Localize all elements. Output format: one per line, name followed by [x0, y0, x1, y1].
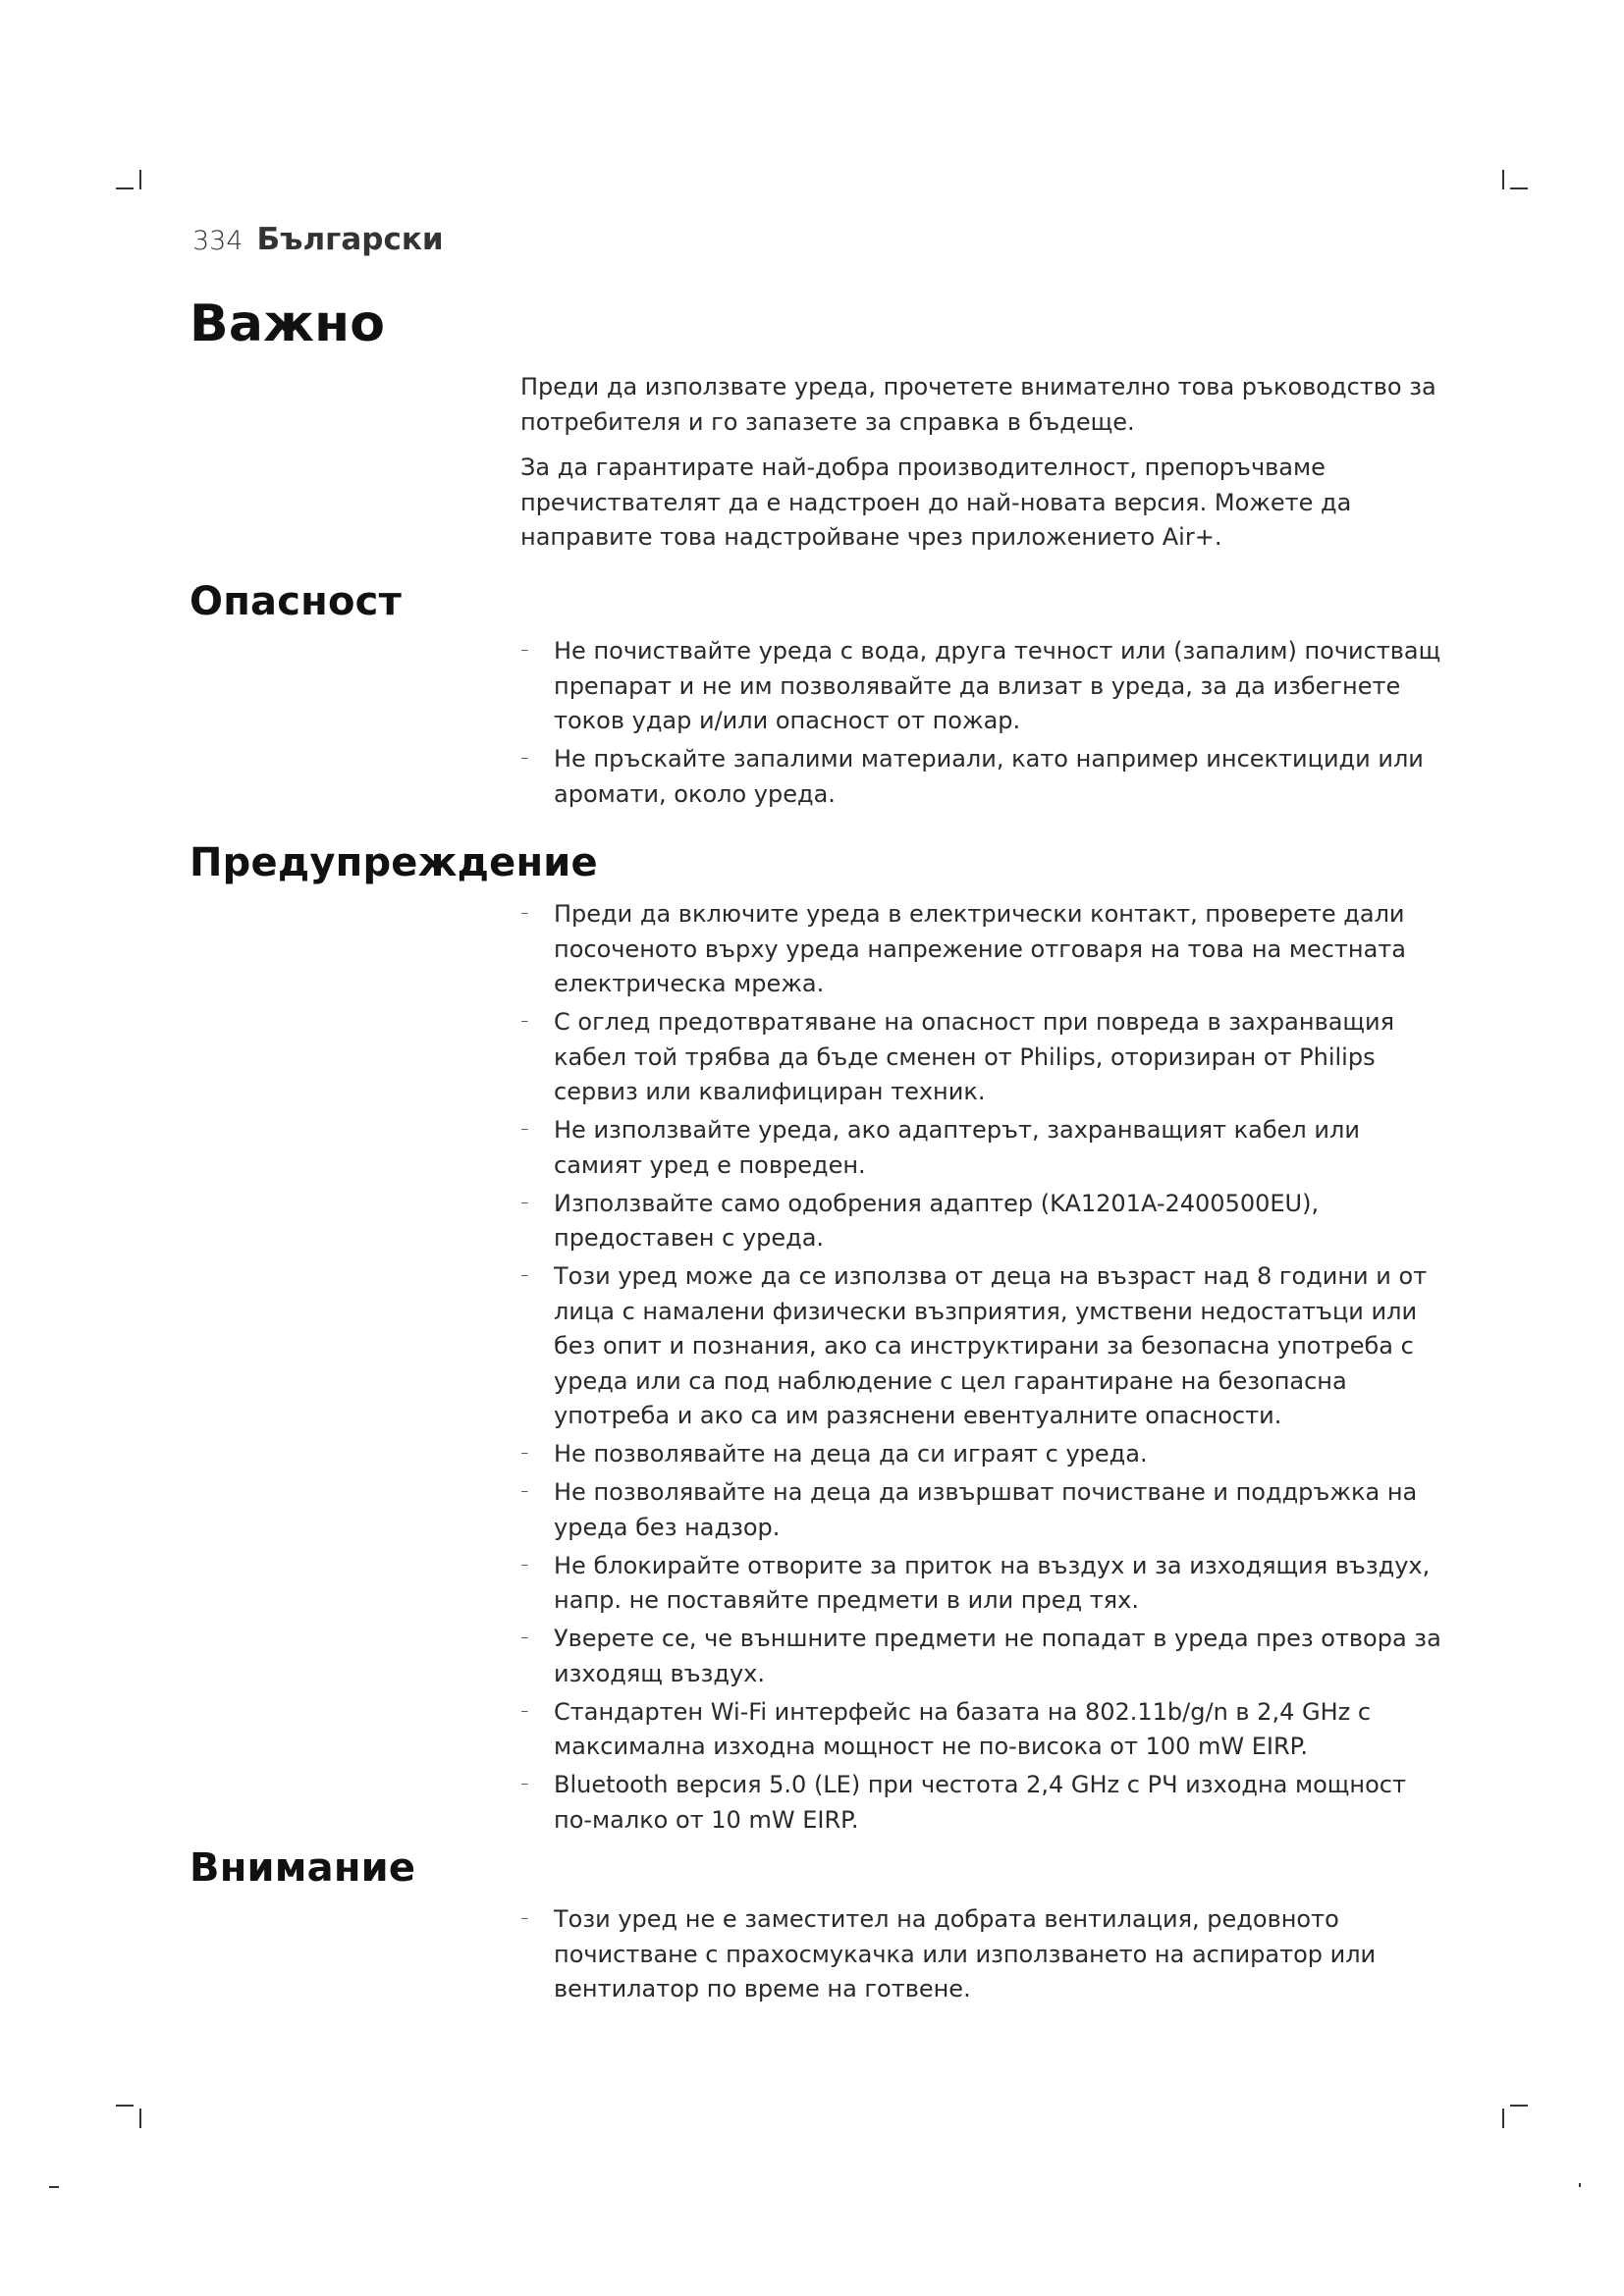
language-label: Български: [256, 222, 444, 257]
list-item: - Не пръскайте запалими материали, като например инсектициди или аромати, около уреда.: [520, 742, 1448, 812]
list-item: - С оглед предотвратяване на опасност при повреда в захранващия кабел той трябва да бъде сменен от Philips, оторизиран от Philips сервиз или квалифициран техник.: [520, 1005, 1448, 1110]
crop-mark: [116, 2105, 134, 2107]
danger-list: [520, 634, 1448, 812]
list-item: - Стандартен Wi-Fi интерфейс на базата на 802.11b/g/n в 2,4 GHz с максимална изходна мощност не по-висока от 100 mW EIRP.: [520, 1695, 1448, 1765]
list-item: - Не почиствайте уреда с вода, друга течност или (запалим) почистващ препарат и не им позволявайте да влизат в уреда, за да избегнете токов удар и/или опасност от пожар.: [520, 634, 1448, 739]
list-item: - Bluetooth версия 5.0 (LE) при честота 2,4 GHz с РЧ изходна мощност по-малко от 10 mW EIRP.: [520, 1768, 1448, 1838]
list-item: - Преди да включите уреда в електрически контакт, проверете дали посоченото върху уреда напрежение отговаря на това на местната електрическа мрежа.: [520, 897, 1448, 1002]
warning-body: [520, 897, 1448, 1842]
crop-mark: [1502, 170, 1504, 189]
list-item: - Уверете се, че външните предмети не попадат в уреда през отвора за изходящ въздух.: [520, 1622, 1448, 1691]
list-item: - Този уред не е заместител на добрата вентилация, редовното почистване с прахосмукачка или използването на аспиратор или вентилатор по време на готвене.: [520, 1902, 1448, 2007]
caution-body: [520, 1902, 1448, 2010]
list-item: - Не блокирайте отворите за приток на въздух и за изходящия въздух, напр. не поставяйте предмети в или пред тях.: [520, 1549, 1448, 1619]
list-item: - Този уред може да се използва от деца на възраст над 8 години и от лица с намалени физически възприятия, умствени недостатъци или без опит и познания, ако са инструктирани за безопасна употреба с уреда или са под наблюдение с цел гарантиране на безопасна употреба и ако са им разяснени евентуалните опасности.: [520, 1259, 1448, 1434]
section-title-danger: Опасност: [189, 579, 402, 624]
important-body: [520, 370, 1448, 566]
crop-mark: [116, 187, 134, 189]
important-paragraph: Преди да използвате уреда, прочетете внимателно това ръководство за потребителя и го запазете за справка в бъдеще.: [520, 373, 1436, 436]
crop-mark: [1510, 2105, 1528, 2107]
crop-mark: [49, 2186, 59, 2188]
list-item: - Не използвайте уреда, ако адаптерът, захранващият кабел или самият уред е повреден.: [520, 1113, 1448, 1183]
list-item: - Не позволявайте на деца да извършват почистване и поддръжка на уреда без надзор.: [520, 1475, 1448, 1545]
list-item: - Не позволявайте на деца да си играят с уреда.: [520, 1437, 1448, 1472]
page-header: [192, 222, 444, 257]
danger-body: [520, 634, 1448, 816]
crop-mark: [139, 170, 141, 189]
page-number: 334: [192, 226, 244, 256]
list-item: - Използвайте само одобрения адаптер (KA1201A-2400500EU), предоставен с уреда.: [520, 1187, 1448, 1256]
section-title-caution: Внимание: [189, 1845, 416, 1891]
section-title-important: Важно: [189, 294, 386, 353]
crop-mark: [1502, 2109, 1504, 2128]
warning-list: [520, 897, 1448, 1838]
section-title-warning: Предупреждение: [189, 840, 598, 885]
important-paragraph: За да гарантирате най-добра производителност, препоръчваме пречиствателят да е надстроен до най-новата версия. Можете да направите това надстройване чрез приложението Air+.: [520, 454, 1352, 551]
crop-mark: [1579, 2183, 1581, 2187]
crop-mark: [1510, 187, 1528, 189]
crop-mark: [139, 2109, 141, 2128]
caution-list: [520, 1902, 1448, 2007]
